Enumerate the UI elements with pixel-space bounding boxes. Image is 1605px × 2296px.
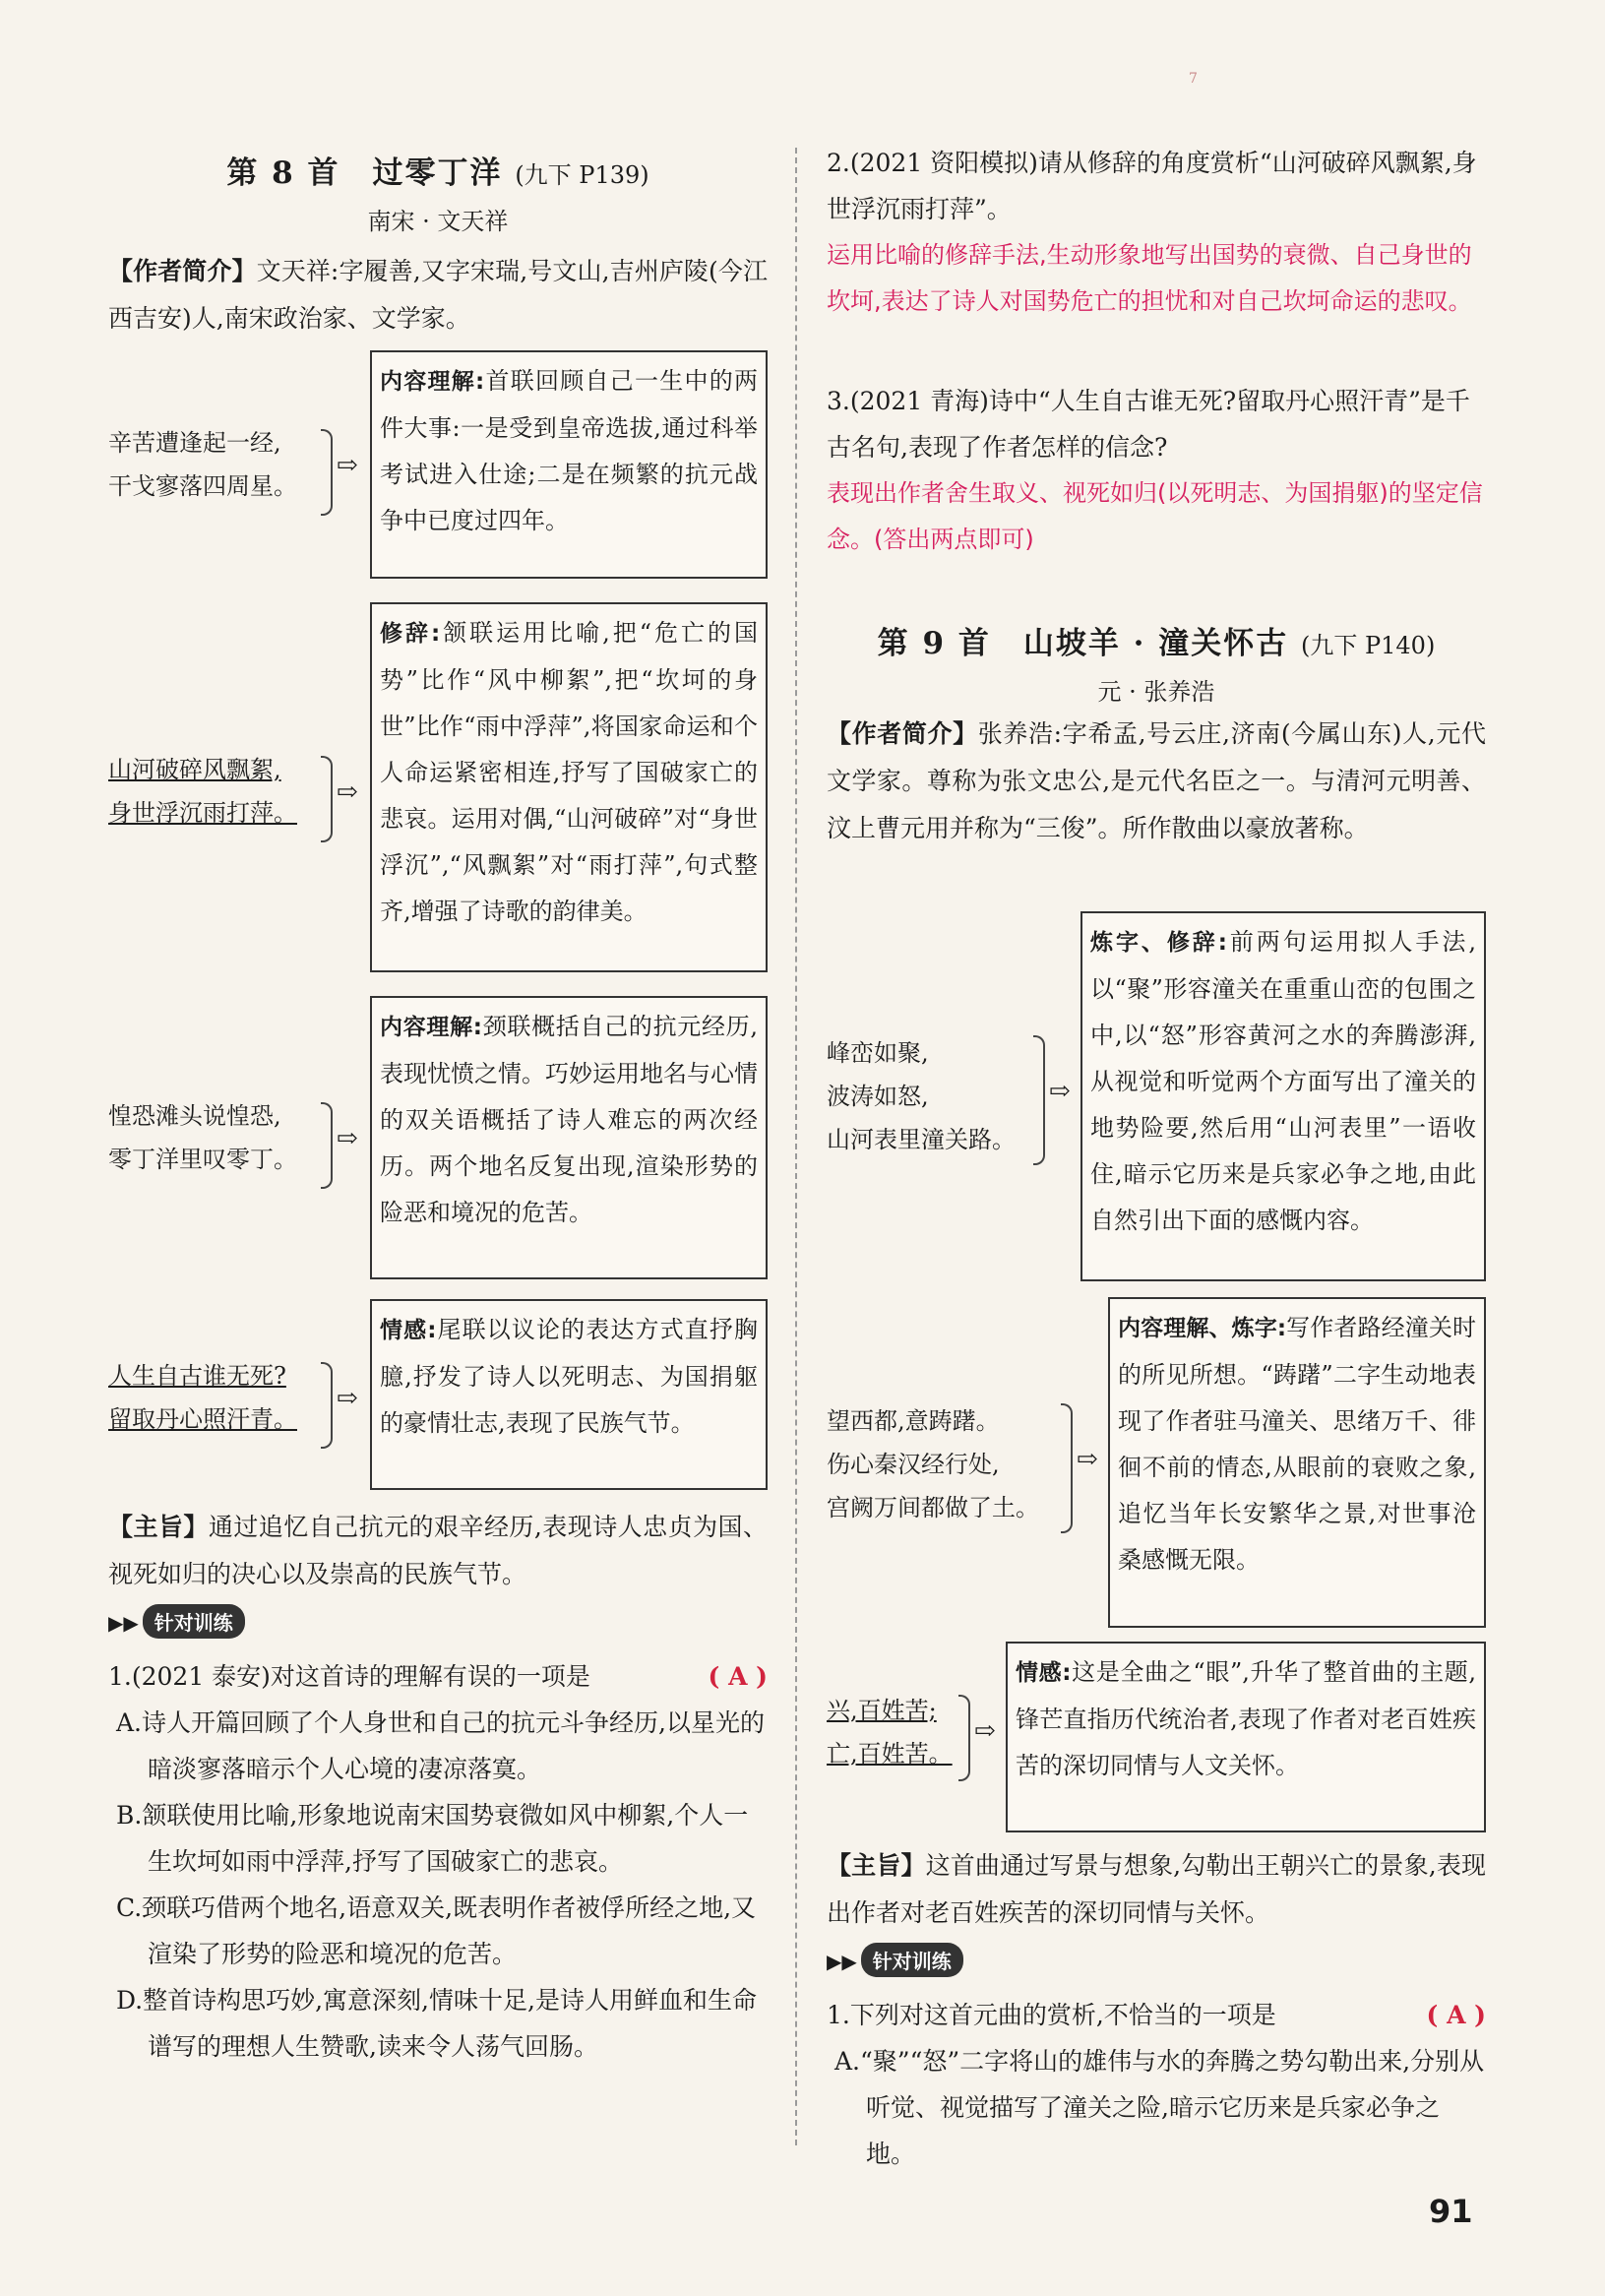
poem9-analysis-2: 内容理解、炼字:写作者路经潼关时的所见所想。“踌躇”二字生动地表现了作者驻马潼关、思绪万千、徘徊不前的情态,从眼前的衰败之象,追忆当年长安繁华之景,对世事沧桑感慨无限。 xyxy=(1108,1297,1486,1628)
poem8-couplet-1: 辛苦遭逢起一经, 干戈寥落四周星。 xyxy=(108,429,297,500)
poem9-heading xyxy=(827,618,1486,707)
drill-badge: 针对训练 xyxy=(861,1943,963,1977)
poem9-lines-2: 望西都,意踌躇。 伤心秦汉经行处, 宫阙万间都做了土。 xyxy=(827,1407,1039,1521)
bracket xyxy=(321,429,333,516)
bracket xyxy=(1061,1403,1073,1533)
arrow-icon: ⇨ xyxy=(974,1716,996,1746)
poem9-lines-3: 兴,百姓苦; 亡,百姓苦。 xyxy=(827,1697,953,1768)
poem9-drill-header: ▶▶ 针对训练 xyxy=(827,1943,1486,1977)
poem9-author-intro: 【作者简介】张养浩:字希孟,号云庄,济南(今属山东)人,元代文学家。尊称为张文忠公,是元代名臣之一。与清河元明善、汶上曹元用并称为“三俊”。所作散曲以豪放著称。 xyxy=(827,719,1486,842)
bracket xyxy=(958,1695,970,1781)
poem8-couplet-4: 人生自古谁无死? 留取丹心照汗青。 xyxy=(108,1362,297,1433)
arrow-icon: ⇨ xyxy=(337,451,358,480)
poem8-ref: (九下 P139) xyxy=(515,161,649,189)
arrow-icon: ⇨ xyxy=(1049,1077,1071,1106)
page-number: 91 xyxy=(1429,2193,1473,2230)
poem8-couplet-3: 惶恐滩头说惶恐, 零丁洋里叹零丁。 xyxy=(108,1102,297,1173)
poem9-analysis-3: 情感:这是全曲之“眼”,升华了整首曲的主题,锋芒直指历代统治者,表现了作者对老百姓疾苦的深切同情与人文关怀。 xyxy=(1006,1642,1486,1832)
answer-mark: ( A ) xyxy=(1426,2001,1486,2029)
poem8-drill-header: ▶▶ 针对训练 xyxy=(108,1604,768,1639)
bracket xyxy=(321,1362,333,1449)
poem9-ref: (九下 P140) xyxy=(1301,632,1436,659)
answer-text: 表现出作者舍生取义、视死如归(以死明志、为国捐躯)的坚定信念。(答出两点即可) xyxy=(827,479,1483,553)
poem9-question-1: 1.下列对这首元曲的赏析,不恰当的一项是 ( A ) A.“聚”“怒”二字将山的雄伟与水的奔腾之势勾勒出来,分别从听觉、视觉描写了潼关之险,暗示它历来是兵家必争之地。 xyxy=(827,1992,1486,2177)
arrow-icon: ⇨ xyxy=(337,1384,358,1413)
arrow-icon: ⇨ xyxy=(337,1124,358,1153)
poem8-analysis-2: 修辞:颔联运用比喻,把“危亡的国势”比作“风中柳絮”,把“坎坷的身世”比作“雨中浮萍”,将国家命运和个人命运紧密相连,抒写了国破家亡的悲哀。运用对偶,“山河破碎”对“身世浮沉”,“风飘絮”对“雨打萍”,句式整齐,增强了诗歌的韵律美。 xyxy=(370,602,768,972)
poem8-question-2: 2.(2021 资阳模拟)请从修辞的角度赏析“山河破碎风飘絮,身世浮沉雨打萍”。 运用比喻的修辞手法,生动形象地写出国势的衰微、自己身世的坎坷,表达了诗人对国势危亡的担忧和对自己坎坷命运的悲叹。 xyxy=(827,140,1486,325)
answer-mark: ( A ) xyxy=(708,1662,768,1691)
answer-text: 运用比喻的修辞手法,生动形象地写出国势的衰微、自己身世的坎坷,表达了诗人对国势危亡的担忧和对自己坎坷命运的悲叹。 xyxy=(827,241,1472,315)
poem8-analysis-3: 内容理解:颈联概括自己的抗元经历,表现忧愤之情。巧妙运用地名与心情的双关语概括了诗人难忘的两次经历。两个地名反复出现,渲染形势的险恶和境况的危苦。 xyxy=(370,996,768,1279)
poem9-title: 第 9 首 山坡羊 · 潼关怀古 (九下 P140) xyxy=(877,626,1436,661)
poem8-author-intro: 【作者简介】文天祥:字履善,又字宋瑞,号文山,吉州庐陵(今江西吉安)人,南宋政治家、文学家。 xyxy=(108,257,768,333)
poem8-heading xyxy=(108,148,768,236)
poem9-analysis-1: 炼字、修辞:前两句运用拟人手法,以“聚”形容潼关在重重山峦的包围之中,以“怒”形容黄河之水的奔腾澎湃,从视觉和听觉两个方面写出了潼关的地势险要,然后用“山河表里”一语收住,暗示它历来是兵家必争之地,由此自然引出下面的感慨内容。 xyxy=(1080,911,1486,1281)
bracket xyxy=(321,1102,333,1189)
bracket xyxy=(1033,1035,1045,1165)
poem8-title: 第 8 首 过零丁洋 (九下 P139) xyxy=(226,155,649,191)
poem9-theme: 【主旨】这首曲通过写景与想象,勾勒出王朝兴亡的景象,表现出作者对老百姓疾苦的深切同情与关怀。 xyxy=(827,1851,1486,1927)
poem8-author: 南宋 · 文天祥 xyxy=(367,208,509,235)
poem8-analysis-4: 情感:尾联以议论的表达方式直抒胸臆,抒发了诗人以死明志、为国捐躯的豪情壮志,表现了民族气节。 xyxy=(370,1299,768,1490)
arrow-icon: ⇨ xyxy=(337,777,358,807)
arrow-icon: ⇨ xyxy=(1077,1445,1098,1474)
bracket xyxy=(321,756,333,842)
column-divider xyxy=(795,148,797,2145)
poem8-analysis-1: 内容理解:首联回顾自己一生中的两件大事:一是受到皇帝选拔,通过科举考试进入仕途;二是在频繁的抗元战争中已度过四年。 xyxy=(370,350,768,579)
poem8-theme: 【主旨】通过追忆自己抗元的艰辛经历,表现诗人忠贞为国、视死如归的决心以及崇高的民族气节。 xyxy=(108,1513,768,1588)
poem8-question-1: 1.(2021 泰安)对这首诗的理解有误的一项是 ( A ) A.诗人开篇回顾了个人身世和自己的抗元斗争经历,以星光的暗淡寥落暗示个人心境的凄凉落寞。 B.颔联使用比喻,形象地说南宋国势衰微如风中柳絮,个人一生坎坷如雨中浮萍,抒写了国破家亡的悲哀。 C.颈联巧借两个地名,语意双关,既表明作者被俘所经之地,又渲染了形势的险恶和境况的危苦。 D.整首诗构思巧妙,寓意深刻,情味十足,是诗人用鲜血和生命谱写的理想人生赞歌,读来令人荡气回肠。 xyxy=(108,1653,768,2070)
poem8-question-3: 3.(2021 青海)诗中“人生自古谁无死?留取丹心照汗青”是千古名句,表现了作者怎样的信念? 表现出作者舍生取义、视死如归(以死明志、为国捐躯)的坚定信念。(答出两点即可) xyxy=(827,378,1486,563)
poem8-couplet-2: 山河破碎风飘絮, 身世浮沉雨打萍。 xyxy=(108,756,297,827)
drill-badge: 针对训练 xyxy=(143,1604,245,1639)
page-top-mark: 7 xyxy=(1189,71,1198,87)
poem9-author: 元 · 张养浩 xyxy=(1097,678,1215,706)
poem9-lines-1: 峰峦如聚, 波涛如怒, 山河表里潼关路。 xyxy=(827,1039,1016,1153)
